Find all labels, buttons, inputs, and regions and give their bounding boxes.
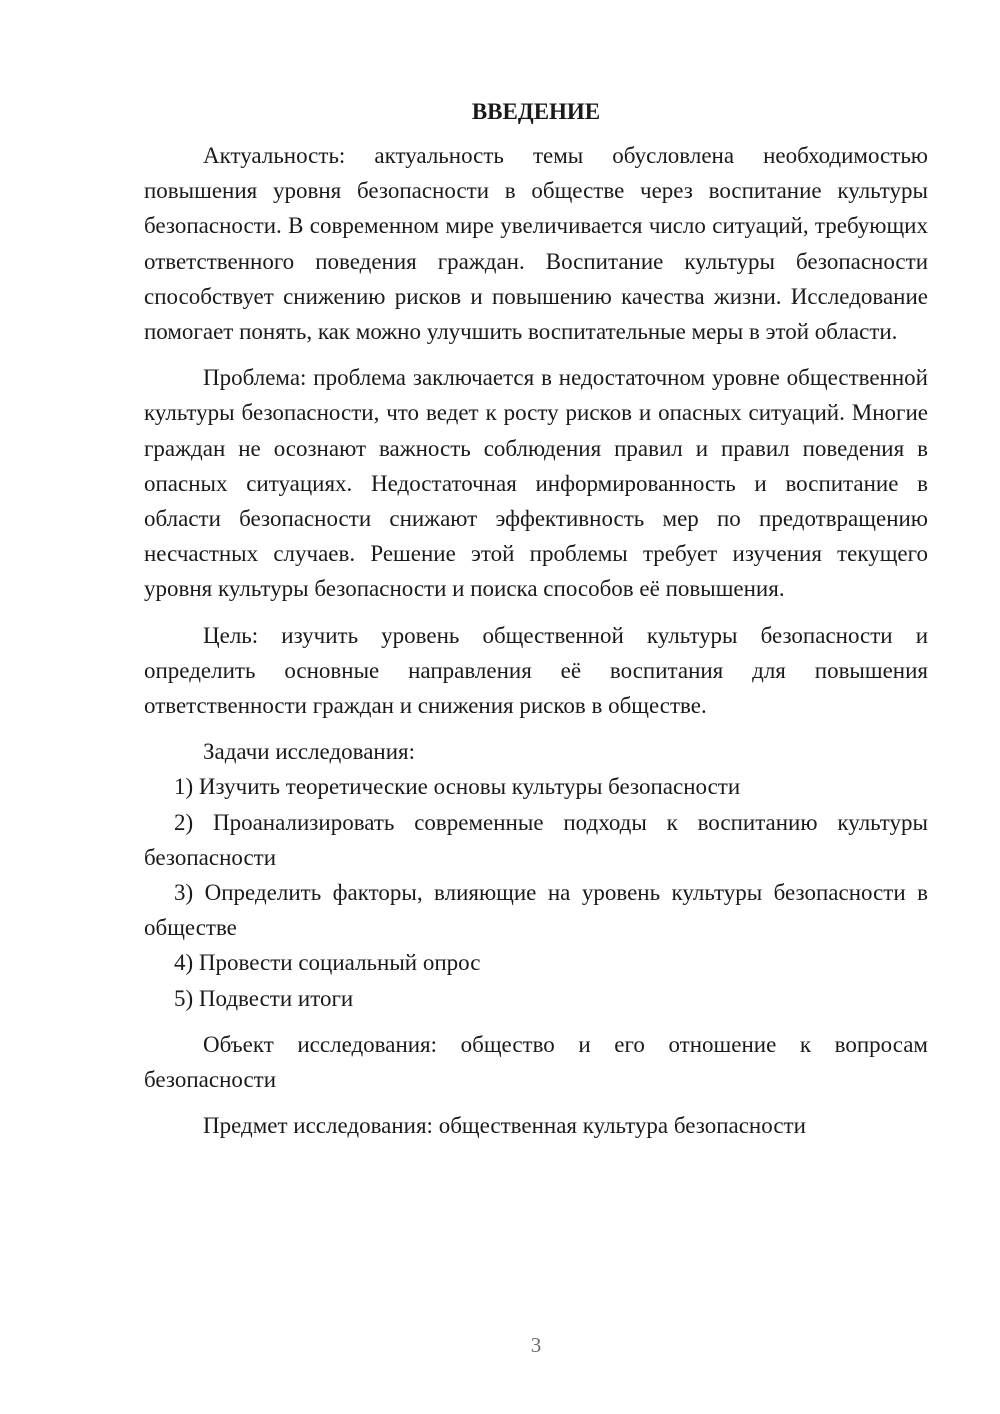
problem-paragraph: Проблема: проблема заключается в недостаточном уровне общественной культуры безопасности, что ведет к росту рисков и опасных ситуаций. Многие граждан не осознают важность соблюдения правил и правил поведения в опасных ситуациях. Недостаточная информированность и воспитание в области безопасности снижают эффективность мер по предотвращению несчастных случаев. Решение этой проблемы требует изучения текущего уровня культуры безопасности и поиска способов её повышения. bbox=[144, 365, 928, 602]
task-item-1: 1) Изучить теоретические основы культуры безопасности bbox=[174, 774, 741, 800]
task-item-4: 4) Провести социальный опрос bbox=[174, 950, 481, 976]
task-item-2: 2) Проанализировать современные подходы к воспитанию культуры безопасности bbox=[144, 809, 928, 870]
section-heading: ВВЕДЕНИЕ bbox=[471, 99, 601, 124]
page-number: 3 bbox=[530, 1333, 542, 1357]
object-paragraph: Объект исследования: общество и его отношение к вопросам безопасности bbox=[144, 1031, 928, 1093]
subject-paragraph: Предмет исследования: общественная культура безопасности bbox=[203, 1113, 806, 1139]
tasks-intro: Задачи исследования: bbox=[203, 739, 416, 765]
page-content bbox=[144, 92, 928, 1143]
relevance-paragraph: Актуальность: актуальность темы обусловлена необходимостью повышения уровня безопасности в обществе через воспитание культуры безопасности. В современном мире увеличивается число ситуаций, требующих ответственного поведения граждан. Воспитание культуры безопасности способствует снижению рисков и повышению качества жизни. Исследование помогает понять, как можно улучшить воспитательные меры в этой области. bbox=[144, 143, 928, 345]
task-item-3: 3) Определить факторы, влияющие на уровень культуры безопасности в обществе bbox=[144, 880, 928, 941]
task-item-5: 5) Подвести итоги bbox=[174, 985, 354, 1011]
goal-paragraph: Цель: изучить уровень общественной культуры безопасности и определить основные направления её воспитания для повышения ответственности граждан и снижения рисков в обществе. bbox=[144, 622, 928, 719]
